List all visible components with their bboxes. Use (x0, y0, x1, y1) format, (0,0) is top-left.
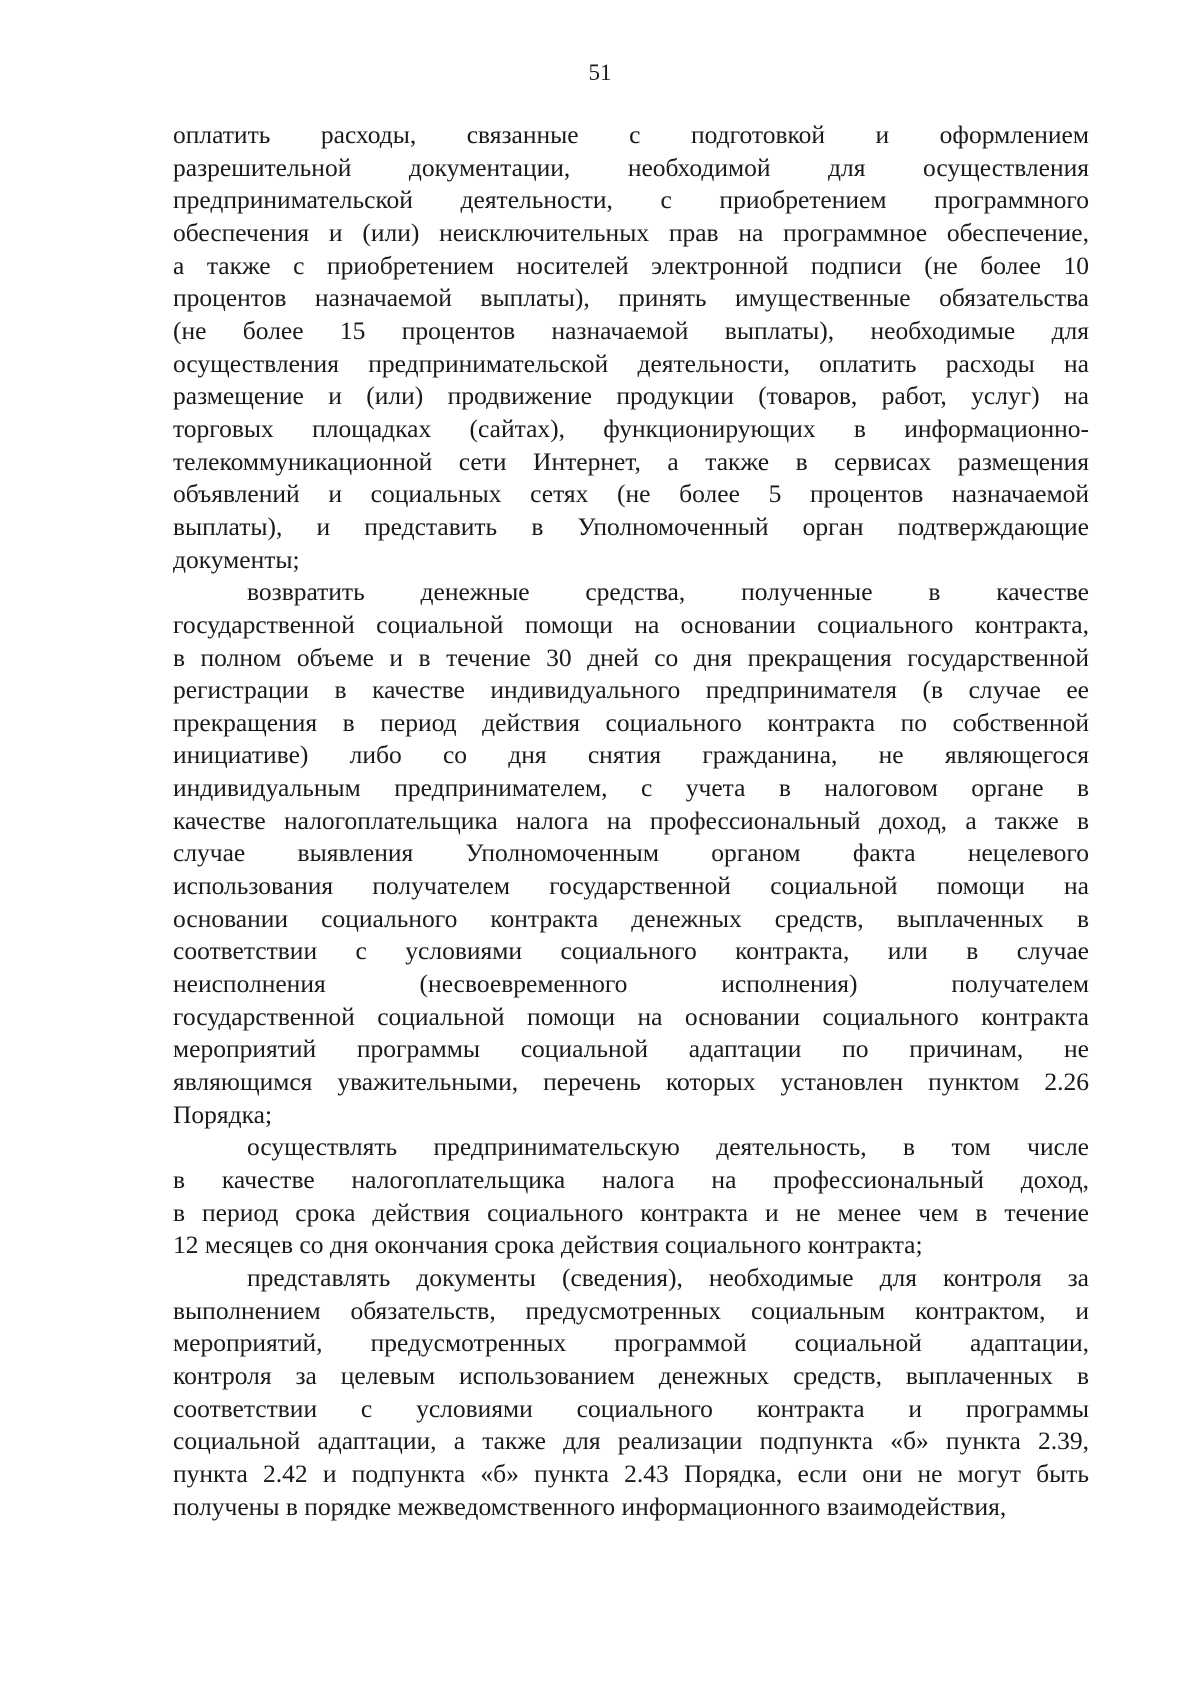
text-line: государственной социальной помощи на основании социального контракта (173, 1001, 1089, 1031)
text-line: осуществлять предпринимательскую деятельность, в том числе (247, 1132, 1089, 1162)
text-line: в качестве налогоплательщика налога на профессиональный доход, (173, 1165, 1089, 1194)
text-line: документы; (173, 544, 300, 574)
text-line: использования получателем государственной социальной помощи на (173, 871, 1089, 901)
text-line: неисполнения (несвоевременного исполнения) получателем (173, 969, 1089, 999)
text-line: объявлений и социальных сетях (не более 5 процентов назначаемой (173, 479, 1089, 509)
text-line: мероприятий, предусмотренных программой социальной адаптации, (173, 1328, 1089, 1358)
text-line: в полном объеме и в течение 30 дней со дня прекращения государственной (173, 642, 1089, 672)
text-line: случае выявления Уполномоченным органом факта нецелевого (173, 838, 1089, 868)
text-line: оплатить расходы, связанные с подготовкой и оформлением (173, 120, 1089, 149)
text-line: а также с приобретением носителей электронной подписи (не более 10 (173, 250, 1089, 280)
text-line: пункта 2.42 и подпункта «б» пункта 2.43 Порядка, если они не могут быть (173, 1458, 1089, 1488)
text-line: процентов назначаемой выплаты), принять имущественные обязательства (173, 283, 1089, 313)
text-line: выплаты), и представить в Уполномоченный орган подтверждающие (173, 511, 1089, 541)
text-line: соответствии с условиями социального контракта и программы (173, 1393, 1089, 1423)
text-line: обеспечения и (или) неисключительных прав на программное обеспечение, (173, 217, 1089, 247)
text-line: соответствии с условиями социального контракта, или в случае (173, 936, 1089, 966)
text-line: осуществления предпринимательской деятельности, оплатить расходы на (173, 348, 1089, 378)
text-line: являющимся уважительными, перечень которых установлен пунктом 2.26 (173, 1067, 1089, 1097)
text-line: в период срока действия социального контракта и не менее чем в течение (173, 1197, 1089, 1227)
text-line: мероприятий программы социальной адаптации по причинам, не (173, 1034, 1089, 1064)
text-line: выполнением обязательств, предусмотренных социальным контрактом, и (173, 1295, 1089, 1325)
text-line: регистрации в качестве индивидуального предпринимателя (в случае ее (173, 675, 1089, 705)
page-number: 51 (588, 60, 612, 85)
text-line: инициативе) либо со дня снятия гражданина, не являющегося (173, 740, 1089, 770)
text-line: получены в порядке межведомственного информационного взаимодействия, (173, 1491, 1007, 1521)
text-line: (не более 15 процентов назначаемой выплаты), необходимые для (173, 315, 1089, 345)
paragraph-business-activity (173, 1131, 1089, 1262)
text-line: качестве налогоплательщика налога на профессиональный доход, а также в (173, 805, 1089, 835)
text-line: разрешительной документации, необходимой для осуществления (173, 152, 1089, 182)
text-line: 12 месяцев со дня окончания срока действия социального контракта; (173, 1230, 923, 1260)
text-line: предпринимательской деятельности, с приобретением программного (173, 185, 1089, 215)
paragraph-refund-obligation (173, 576, 1089, 1131)
text-line: представлять документы (сведения), необходимые для контроля за (247, 1262, 1089, 1292)
paragraph-payment-obligations (173, 119, 1089, 576)
document-body (173, 119, 1089, 1523)
text-line: торговых площадках (сайтах), функционирующих в информационно- (173, 413, 1089, 443)
text-line: размещение и (или) продвижение продукции (товаров, работ, услуг) на (173, 381, 1089, 411)
paragraph-document-submission (173, 1262, 1089, 1523)
text-line: индивидуальным предпринимателем, с учета в налоговом органе в (173, 773, 1089, 803)
text-line: прекращения в период действия социального контракта по собственной (173, 707, 1089, 737)
text-line: основании социального контракта денежных средств, выплаченных в (173, 903, 1089, 933)
text-line: контроля за целевым использованием денежных средств, выплаченных в (173, 1360, 1089, 1390)
text-line: государственной социальной помощи на основании социального контракта, (173, 609, 1089, 639)
text-line: Порядка; (173, 1099, 273, 1129)
text-line: возвратить денежные средства, полученные в качестве (247, 577, 1089, 607)
text-line: телекоммуникационной сети Интернет, а также в сервисах размещения (173, 446, 1089, 476)
text-line: социальной адаптации, а также для реализации подпункта «б» пункта 2.39, (173, 1426, 1089, 1456)
